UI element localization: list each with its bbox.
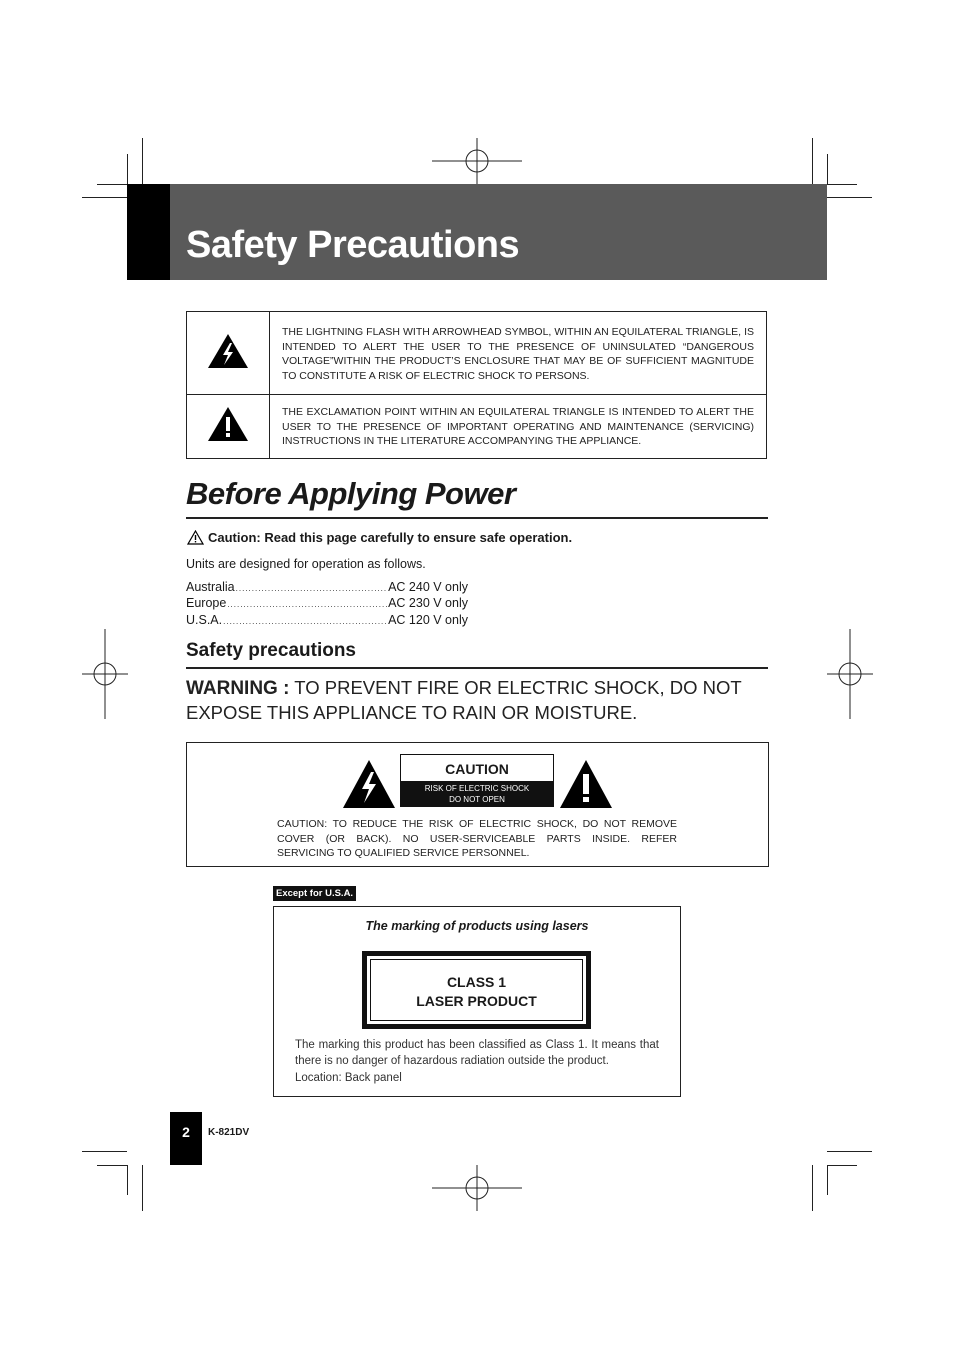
crop-mark <box>127 1165 128 1195</box>
leader-dots <box>223 617 387 626</box>
crop-mark <box>142 138 143 184</box>
crop-mark <box>827 1165 857 1166</box>
registration-mark-icon <box>432 138 522 184</box>
caution-sub-line: DO NOT OPEN <box>449 795 505 804</box>
symbol-row-exclamation <box>187 394 766 458</box>
caution-text: Caution: Read this page carefully to ensure safe operation. <box>208 530 573 545</box>
voltage-row <box>186 580 468 594</box>
registration-mark-icon <box>82 629 128 719</box>
lightning-description: THE LIGHTNING FLASH WITH ARROWHEAD SYMBOL, WITHIN AN EQUILATERAL TRIANGLE, IS INTENDED TO ALERT THE USER TO THE PRESENCE OF UNINSULATED “DANGEROUS VOLTAGE”WITHIN THE PRODUCT’S ENCLOSURE THAT MAY BE OF SUFFICIENT MAGNITUDE TO CONSTITUTE A RISK OF ELECTRIC SHOCK TO PERSONS. <box>282 326 754 382</box>
section-rule <box>186 517 768 519</box>
model-number: K-821DV <box>208 1127 250 1138</box>
lightning-triangle-icon <box>208 334 248 368</box>
laser-title: The marking of products using lasers <box>365 919 589 933</box>
crop-mark <box>827 184 857 185</box>
voltage-value: AC 120 V only <box>388 613 468 627</box>
page-number: 2 <box>182 1124 190 1140</box>
crop-mark <box>97 1165 127 1166</box>
crop-mark <box>82 1151 127 1152</box>
caution-triangle-icon <box>187 530 204 545</box>
laser-class-label <box>362 951 591 1029</box>
exclamation-description: THE EXCLAMATION POINT WITHIN AN EQUILATERAL TRIANGLE IS INTENDED TO ALERT THE USER TO THE PRESENCE OF IMPORTANT OPERATING AND MAINTENANCE (SERVICING) INSTRUCTIONS IN THE LITERATURE ACCOMPANYING THE APPLIANCE. <box>282 406 754 447</box>
section-heading-safety-precautions: Safety precautions <box>186 640 356 661</box>
page-title: Safety Precautions <box>186 224 520 266</box>
caution-label-title: CAUTION <box>445 761 509 777</box>
caution-sub-line: RISK OF ELECTRIC SHOCK <box>424 784 530 793</box>
voltage-region: Australia <box>186 580 235 594</box>
laser-location: Location: Back panel <box>295 1072 402 1084</box>
voltage-value: AC 240 V only <box>388 580 468 594</box>
crop-mark <box>97 184 127 185</box>
voltage-region: U.S.A. <box>186 613 223 627</box>
laser-description: The marking this product has been classified as Class 1. It means that there is no danger of hazardous radiation outside the product. <box>295 1039 659 1067</box>
leader-dots <box>227 600 387 609</box>
units-intro: Units are designed for operation as follows. <box>186 557 426 571</box>
crop-mark <box>827 1151 872 1152</box>
voltage-value: AC 230 V only <box>388 596 468 610</box>
section-heading-before-applying-power: Before Applying Power <box>186 476 516 511</box>
exclamation-triangle-icon <box>560 760 612 808</box>
leader-dots <box>236 584 387 593</box>
exclamation-triangle-icon <box>208 407 248 441</box>
crop-mark <box>127 154 128 184</box>
warning-text: TO PREVENT FIRE OR ELECTRIC SHOCK, DO NOT EXPOSE THIS APPLIANCE TO RAIN OR MOISTURE. <box>186 677 742 723</box>
laser-class-line: LASER PRODUCT <box>416 993 537 1009</box>
voltage-region: Europe <box>186 596 227 610</box>
warning-statement <box>186 676 776 725</box>
crop-mark <box>82 197 127 198</box>
warning-label: WARNING : <box>186 678 290 699</box>
symbol-table <box>186 311 767 459</box>
registration-mark-icon <box>432 1165 522 1211</box>
crop-mark <box>827 197 872 198</box>
symbol-row-lightning <box>187 312 766 395</box>
caution-note <box>187 530 572 545</box>
crop-mark <box>142 1165 143 1211</box>
header-black-tab <box>127 184 170 280</box>
voltage-row <box>186 596 468 610</box>
crop-mark <box>812 1165 813 1211</box>
crop-mark <box>827 1165 828 1195</box>
except-usa-tag: Except for U.S.A. <box>273 886 356 901</box>
laser-class-line: CLASS 1 <box>446 974 507 990</box>
section-rule <box>186 667 768 669</box>
caution-label-subtitle <box>401 781 553 806</box>
caution-label <box>400 754 554 807</box>
voltage-row <box>186 613 468 627</box>
caution-box-text: CAUTION: TO REDUCE THE RISK OF ELECTRIC SHOCK, DO NOT REMOVE COVER (OR BACK). NO USER-SERVICEABLE PARTS INSIDE. REFER SERVICING TO QUALIFIED SERVICE PERSONNEL. <box>277 818 677 859</box>
lightning-triangle-icon <box>343 760 395 808</box>
crop-mark <box>812 138 813 184</box>
registration-mark-icon <box>827 629 873 719</box>
crop-mark <box>827 154 828 184</box>
